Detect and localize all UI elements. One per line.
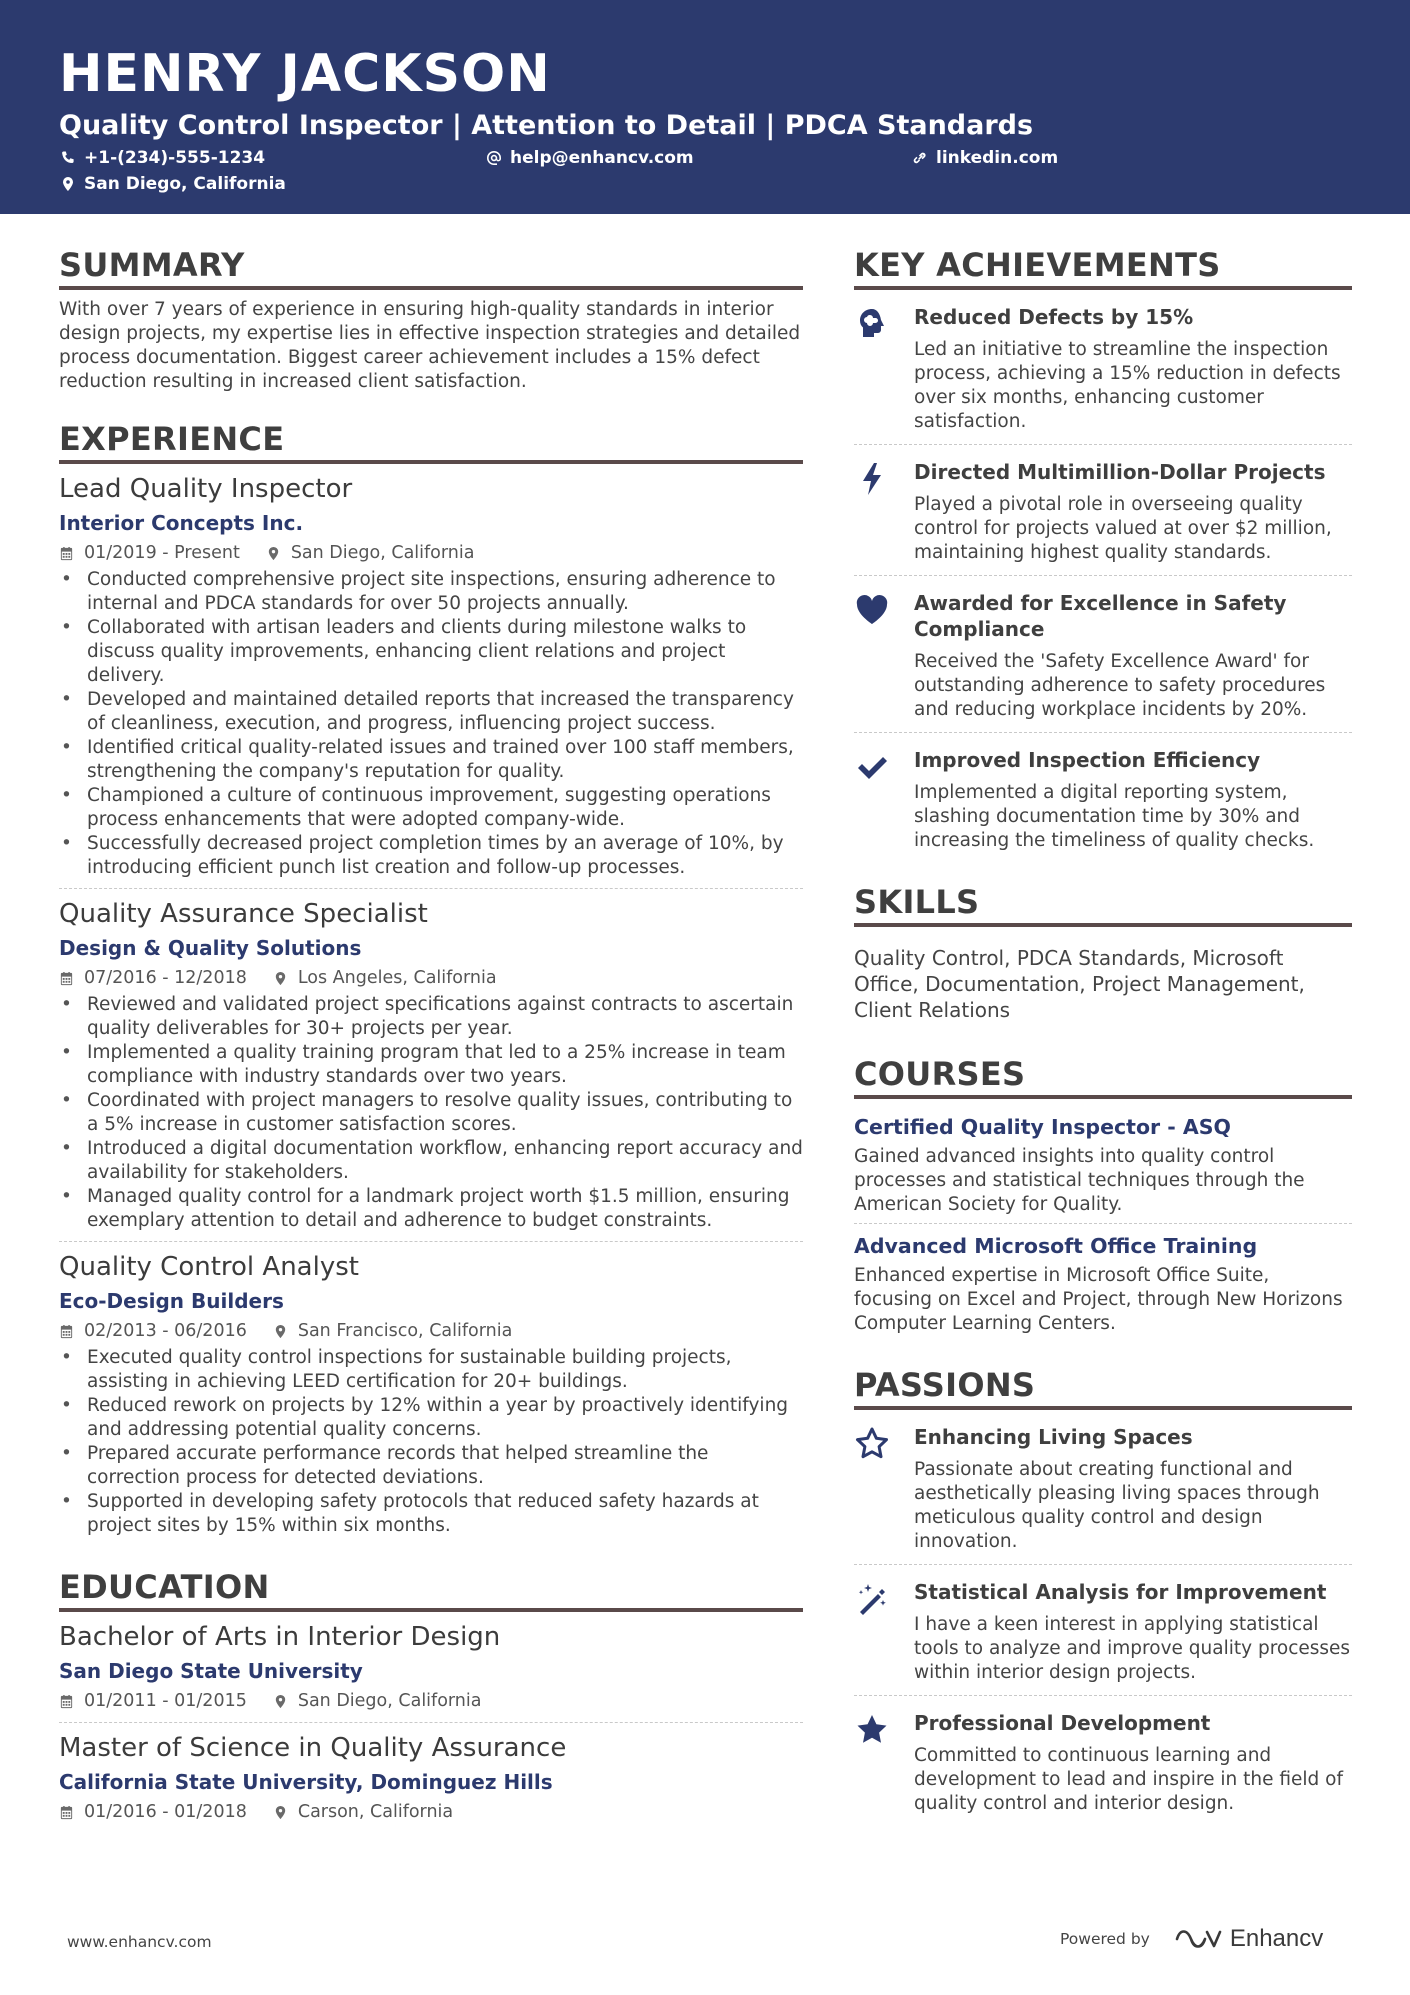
- bullet-item: • Successfully decreased project completion times by an average of 10%, by introducing efficient punch list creation and follow-up processes.: [59, 832, 803, 880]
- achievement-title: Awarded for Excellence in Safety Compliance: [914, 591, 1287, 641]
- bullet-item: • Supported in developing safety protocols that reduced safety hazards at project sites by 15% within six months.: [59, 1490, 803, 1538]
- date-range: 01/2016 - 01/2018: [84, 1802, 247, 1822]
- education-entry: [59, 1620, 803, 1722]
- location-pin-icon: [273, 1805, 288, 1820]
- calendar-icon: [59, 1694, 74, 1709]
- bullet-item: • Reviewed and validated project specifications against contracts to ascertain quality deliverables for 30+ projects per year.: [59, 993, 803, 1041]
- skills-title: SKILLS: [854, 883, 1352, 927]
- bullet-item: • Championed a culture of continuous improvement, suggesting operations process enhancements that were adopted company-wide.: [59, 784, 803, 832]
- achievement-icon-wrap: [854, 459, 914, 565]
- achievement-text: Led an initiative to streamline the inspection process, achieving a 15% reduction in defects over six months, enhancing customer satisfaction.: [914, 339, 1341, 432]
- lightning-icon: [854, 461, 890, 497]
- contact-link[interactable]: [912, 148, 1058, 168]
- achievement-icon-wrap: [854, 304, 914, 434]
- date-range: 07/2016 - 12/2018: [84, 968, 247, 988]
- course-entry: [854, 1105, 1352, 1223]
- achievement-title: Improved Inspection Efficiency: [914, 748, 1261, 772]
- school-name: California State University, Dominguez Hills: [59, 1770, 553, 1794]
- achievement-text: Implemented a digital reporting system, slashing documentation time by 30% and increasing the timeliness of quality checks.: [914, 782, 1315, 851]
- left-column: [59, 246, 803, 1833]
- phone-icon: [60, 150, 76, 166]
- passion-title: Professional Development: [914, 1711, 1211, 1735]
- company-name: Design & Quality Solutions: [59, 936, 362, 960]
- location-pin-icon: [273, 971, 288, 986]
- job-title: Quality Assurance Specialist: [59, 899, 428, 929]
- magic-wand-icon: [854, 1581, 890, 1617]
- job-entry: [59, 472, 803, 888]
- achievement: [854, 575, 1352, 732]
- job-location: San Diego, California: [290, 543, 475, 563]
- bullet-item: • Reduced rework on projects by 12% within a year by proactively identifying and addressing potential quality concerns.: [59, 1394, 803, 1442]
- skills-text: Quality Control, PDCA Standards, Microsoft Office, Documentation, Project Management, Client Relations: [854, 946, 1305, 1022]
- passion: [854, 1695, 1352, 1826]
- bullet-item: • Developed and maintained detailed reports that increased the transparency of cleanliness, execution, and progress, influencing project success.: [59, 688, 803, 736]
- candidate-name: HENRY JACKSON: [59, 44, 551, 104]
- course-title: Certified Quality Inspector - ASQ: [854, 1115, 1231, 1139]
- education-list: [59, 1620, 803, 1833]
- date-location-row: [59, 1318, 803, 1344]
- achievement-body: [914, 590, 1352, 722]
- location-text: San Diego, California: [84, 174, 286, 194]
- degree-title: Master of Science in Quality Assurance: [59, 1733, 567, 1763]
- job-location: Los Angeles, California: [297, 968, 497, 988]
- passion-icon-wrap: [854, 1579, 914, 1685]
- contact-location: [60, 174, 286, 194]
- date-location-row: [59, 540, 803, 566]
- date-range: 01/2011 - 01/2015: [84, 1691, 247, 1711]
- job-title: Lead Quality Inspector: [59, 474, 353, 504]
- job-location: Carson, California: [297, 1802, 454, 1822]
- passion-title: Enhancing Living Spaces: [914, 1425, 1193, 1449]
- bullet-item: • Implemented a quality training program that led to a 25% increase in team compliance with industry standards over two years.: [59, 1041, 803, 1089]
- summary-title: SUMMARY: [59, 246, 803, 290]
- courses-title: COURSES: [854, 1055, 1352, 1099]
- date-location-row: [59, 1688, 803, 1714]
- job-location: San Diego, California: [297, 1691, 482, 1711]
- passion: [854, 1564, 1352, 1695]
- passions-title: PASSIONS: [854, 1366, 1352, 1410]
- job-bullets: [59, 993, 803, 1233]
- passion-body: [914, 1424, 1352, 1554]
- achievement-text: Played a pivotal role in overseeing quality control for projects valued at over $2 million, maintaining highest quality standards.: [914, 494, 1332, 563]
- location-pin-icon: [273, 1324, 288, 1339]
- date-range: 01/2019 - Present: [84, 543, 240, 563]
- job-title: Quality Control Analyst: [59, 1252, 359, 1282]
- bullet-item: • Conducted comprehensive project site inspections, ensuring adherence to internal and PDCA standards for over 50 projects annually.: [59, 568, 803, 616]
- passion-text: Committed to continuous learning and development to lead and inspire in the field of quality control and interior design.: [914, 1745, 1344, 1814]
- email-text: help@enhancv.com: [510, 148, 694, 168]
- passions-list: [854, 1410, 1352, 1826]
- course-text: Enhanced expertise in Microsoft Office Suite, focusing on Excel and Project, through New Horizons Computer Learning Centers.: [854, 1265, 1343, 1334]
- link-text: linkedin.com: [936, 148, 1059, 168]
- achievement: [854, 732, 1352, 863]
- job-entry: [59, 1241, 803, 1546]
- check-icon: [854, 749, 890, 785]
- star-outline-icon: [854, 1426, 890, 1462]
- link-icon: [912, 150, 928, 166]
- passion-body: [914, 1710, 1352, 1816]
- achievements-list: [854, 290, 1352, 863]
- footer-website[interactable]: www.enhancv.com: [67, 1933, 212, 1951]
- achievement-body: [914, 459, 1352, 565]
- location-pin-icon: [266, 546, 281, 561]
- date-location-row: [59, 965, 803, 991]
- location-pin-icon: [273, 1694, 288, 1709]
- achievement-icon-wrap: [854, 590, 914, 722]
- bullet-item: • Managed quality control for a landmark project worth $1.5 million, ensuring exemplary attention to detail and adherence to budget constraints.: [59, 1185, 803, 1233]
- calendar-icon: [59, 971, 74, 986]
- achievement-body: [914, 304, 1352, 434]
- achievement: [854, 444, 1352, 575]
- at-sign-icon: [486, 150, 502, 166]
- bullet-item: • Identified critical quality-related issues and trained over 100 staff members, strengthening the company's reputation for quality.: [59, 736, 803, 784]
- job-bullets: [59, 1346, 803, 1538]
- location-pin-icon: [60, 176, 76, 192]
- company-name: Eco-Design Builders: [59, 1289, 284, 1313]
- bullet-item: • Executed quality control inspections for sustainable building projects, assisting in achieving LEED certification for 20+ buildings.: [59, 1346, 803, 1394]
- courses-list: [854, 1105, 1352, 1342]
- achievement-body: [914, 747, 1352, 853]
- achievements-title: KEY ACHIEVEMENTS: [854, 246, 1352, 290]
- heart-icon: [854, 592, 890, 628]
- footer-branding: [1060, 1925, 1323, 1953]
- passion-text: I have a keen interest in applying statistical tools to analyze and improve quality processes within interior design projects.: [914, 1614, 1351, 1683]
- resume-header: [0, 0, 1410, 214]
- bullet-item: • Collaborated with artisan leaders and clients during milestone walks to discuss quality improvements, enhancing client relations and project delivery.: [59, 616, 803, 688]
- summary-text: With over 7 years of experience in ensuring high-quality standards in interior design projects, my expertise lies in effective inspection strategies and detailed process documentation. Biggest career achievement includes a 15% defect reduction resulting in increased client satisfaction.: [59, 299, 801, 392]
- bullet-item: • Coordinated with project managers to resolve quality issues, contributing to a 5% increase in customer satisfaction scores.: [59, 1089, 803, 1137]
- school-name: San Diego State University: [59, 1659, 363, 1683]
- enhancv-logo-icon: [1174, 1926, 1222, 1952]
- phone-text: +1-(234)-555-1234: [84, 148, 266, 168]
- degree-title: Bachelor of Arts in Interior Design: [59, 1622, 501, 1652]
- passion-icon-wrap: [854, 1710, 914, 1816]
- education-entry: [59, 1722, 803, 1833]
- date-location-row: [59, 1799, 803, 1825]
- enhancv-logo-text: Enhancv: [1229, 1925, 1324, 1952]
- star-icon: [854, 1712, 890, 1748]
- passion-title: Statistical Analysis for Improvement: [914, 1580, 1327, 1604]
- achievement-title: Reduced Defects by 15%: [914, 305, 1194, 329]
- passion: [854, 1410, 1352, 1564]
- head-icon: [854, 306, 890, 342]
- enhancv-logo[interactable]: [1174, 1925, 1323, 1953]
- experience-list: [59, 472, 803, 1546]
- course-text: Gained advanced insights into quality control processes and statistical techniques through the American Society for Quality.: [854, 1146, 1305, 1215]
- powered-by-text: Powered by: [1060, 1930, 1150, 1948]
- passion-text: Passionate about creating functional and aesthetically pleasing living spaces through meticulous quality control and design innovation.: [914, 1459, 1320, 1552]
- date-range: 02/2013 - 06/2016: [84, 1321, 247, 1341]
- company-name: Interior Concepts Inc.: [59, 511, 304, 535]
- calendar-icon: [59, 1324, 74, 1339]
- achievement: [854, 290, 1352, 444]
- job-entry: [59, 888, 803, 1241]
- right-column: [854, 246, 1352, 1826]
- calendar-icon: [59, 1805, 74, 1820]
- course-entry: [854, 1223, 1352, 1342]
- bullet-item: • Prepared accurate performance records that helped streamline the correction process for detected deviations.: [59, 1442, 803, 1490]
- achievement-text: Received the 'Safety Excellence Award' for outstanding adherence to safety procedures and reducing workplace incidents by 20%.: [914, 651, 1326, 720]
- course-title: Advanced Microsoft Office Training: [854, 1234, 1258, 1258]
- achievement-icon-wrap: [854, 747, 914, 853]
- passion-icon-wrap: [854, 1424, 914, 1554]
- education-title: EDUCATION: [59, 1568, 803, 1612]
- passion-body: [914, 1579, 1352, 1685]
- calendar-icon: [59, 546, 74, 561]
- contact-phone: [60, 148, 265, 168]
- candidate-headline: Quality Control Inspector | Attention to Detail | PDCA Standards: [59, 110, 1034, 141]
- achievement-title: Directed Multimillion-Dollar Projects: [914, 460, 1326, 484]
- contact-email[interactable]: [486, 148, 694, 168]
- bullet-item: • Introduced a digital documentation workflow, enhancing report accuracy and availability for stakeholders.: [59, 1137, 803, 1185]
- job-bullets: [59, 568, 803, 880]
- experience-title: EXPERIENCE: [59, 420, 803, 464]
- job-location: San Francisco, California: [297, 1321, 513, 1341]
